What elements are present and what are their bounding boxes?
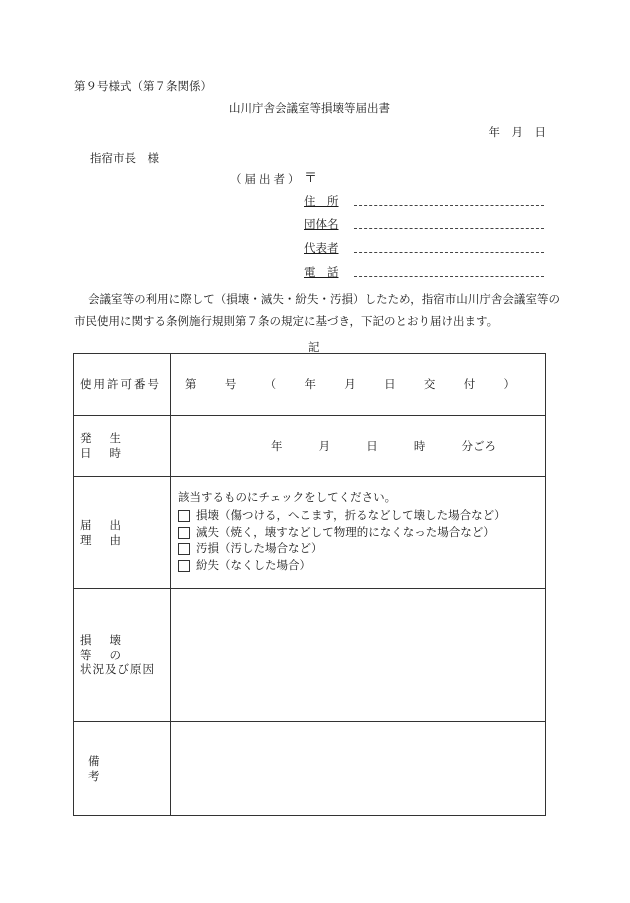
permit-number-line: 第 号 （ 年 月 日 交 付 ） [185, 377, 515, 392]
permit-value-cell[interactable] [171, 354, 546, 416]
occurrence-label-cell [74, 416, 171, 477]
group-name-input-line[interactable] [354, 218, 544, 229]
soiling-checkbox[interactable] [178, 543, 190, 555]
representative-field[interactable] [304, 241, 544, 256]
reason-option-damage[interactable]: 損壊（傷つける，へこます，折るなどして壊した場合など） [178, 508, 545, 523]
date-line: 年 月 日 [488, 125, 546, 139]
ki-heading: 記 [308, 340, 320, 354]
occurrence-datetime-line: 年 月 日 時 分ごろ [271, 438, 496, 453]
group-name-field[interactable] [304, 217, 544, 232]
reason-label: 届出理由 [80, 517, 139, 547]
body-paragraph: 会議室等の利用に際して（損壊・滅失・紛失・汚損）したため，指宿市山川庁舎会議室等の市民使用に関する条例施行規則第７条の規定に基づき，下記のとおり届け出ます。 [74, 292, 560, 328]
remarks-label: 備考 [88, 753, 144, 783]
occurrence-row [74, 416, 546, 477]
postal-mark: 〒 [304, 171, 318, 186]
occurrence-value-cell[interactable] [171, 416, 546, 477]
reason-option-soiling[interactable]: 汚損（汚した場合など） [178, 541, 545, 556]
remarks-row [74, 722, 546, 816]
permit-label-cell [74, 354, 171, 416]
group-name-label: 団体名 [304, 217, 339, 231]
document-title: 山川庁舎会議室等損壊等届出書 [229, 101, 390, 115]
form-number: 第９号様式（第７条関係） [74, 79, 212, 93]
occurrence-label: 発生日時 [80, 431, 139, 460]
reason-option-missing[interactable]: 紛失（なくした場合） [178, 558, 545, 573]
reason-value-cell [171, 477, 546, 589]
address-field[interactable] [304, 194, 544, 209]
loss-checkbox[interactable] [178, 527, 190, 539]
addressee: 指宿市長 様 [90, 151, 159, 165]
reason-instructions: 該当するものにチェックをしてください。 [178, 489, 397, 504]
address-label: 住 所 [304, 194, 339, 208]
reason-row [74, 477, 546, 589]
reason-label-cell [74, 477, 171, 589]
representative-label: 代表者 [304, 241, 339, 255]
status-label: 損壊等の 状況及び原因 [80, 632, 155, 677]
damage-checkbox[interactable] [178, 510, 190, 522]
remarks-value-cell[interactable] [171, 722, 546, 816]
phone-input-line[interactable] [354, 266, 544, 277]
phone-label: 電 話 [304, 265, 339, 279]
remarks-label-cell [74, 722, 171, 816]
notifier-label: （届出者） [230, 172, 303, 186]
address-input-line[interactable] [354, 195, 544, 206]
representative-input-line[interactable] [354, 242, 544, 253]
reason-option-loss[interactable]: 滅失（焼く，壊すなどして物理的になくなった場合など） [178, 525, 545, 540]
permit-label: 使用許可番号 [80, 377, 161, 392]
status-label-cell [74, 589, 171, 722]
missing-checkbox[interactable] [178, 560, 190, 572]
permit-row [74, 354, 546, 416]
status-row [74, 589, 546, 722]
status-value-cell[interactable] [171, 589, 546, 722]
report-table [73, 353, 546, 816]
phone-field[interactable] [304, 265, 544, 280]
